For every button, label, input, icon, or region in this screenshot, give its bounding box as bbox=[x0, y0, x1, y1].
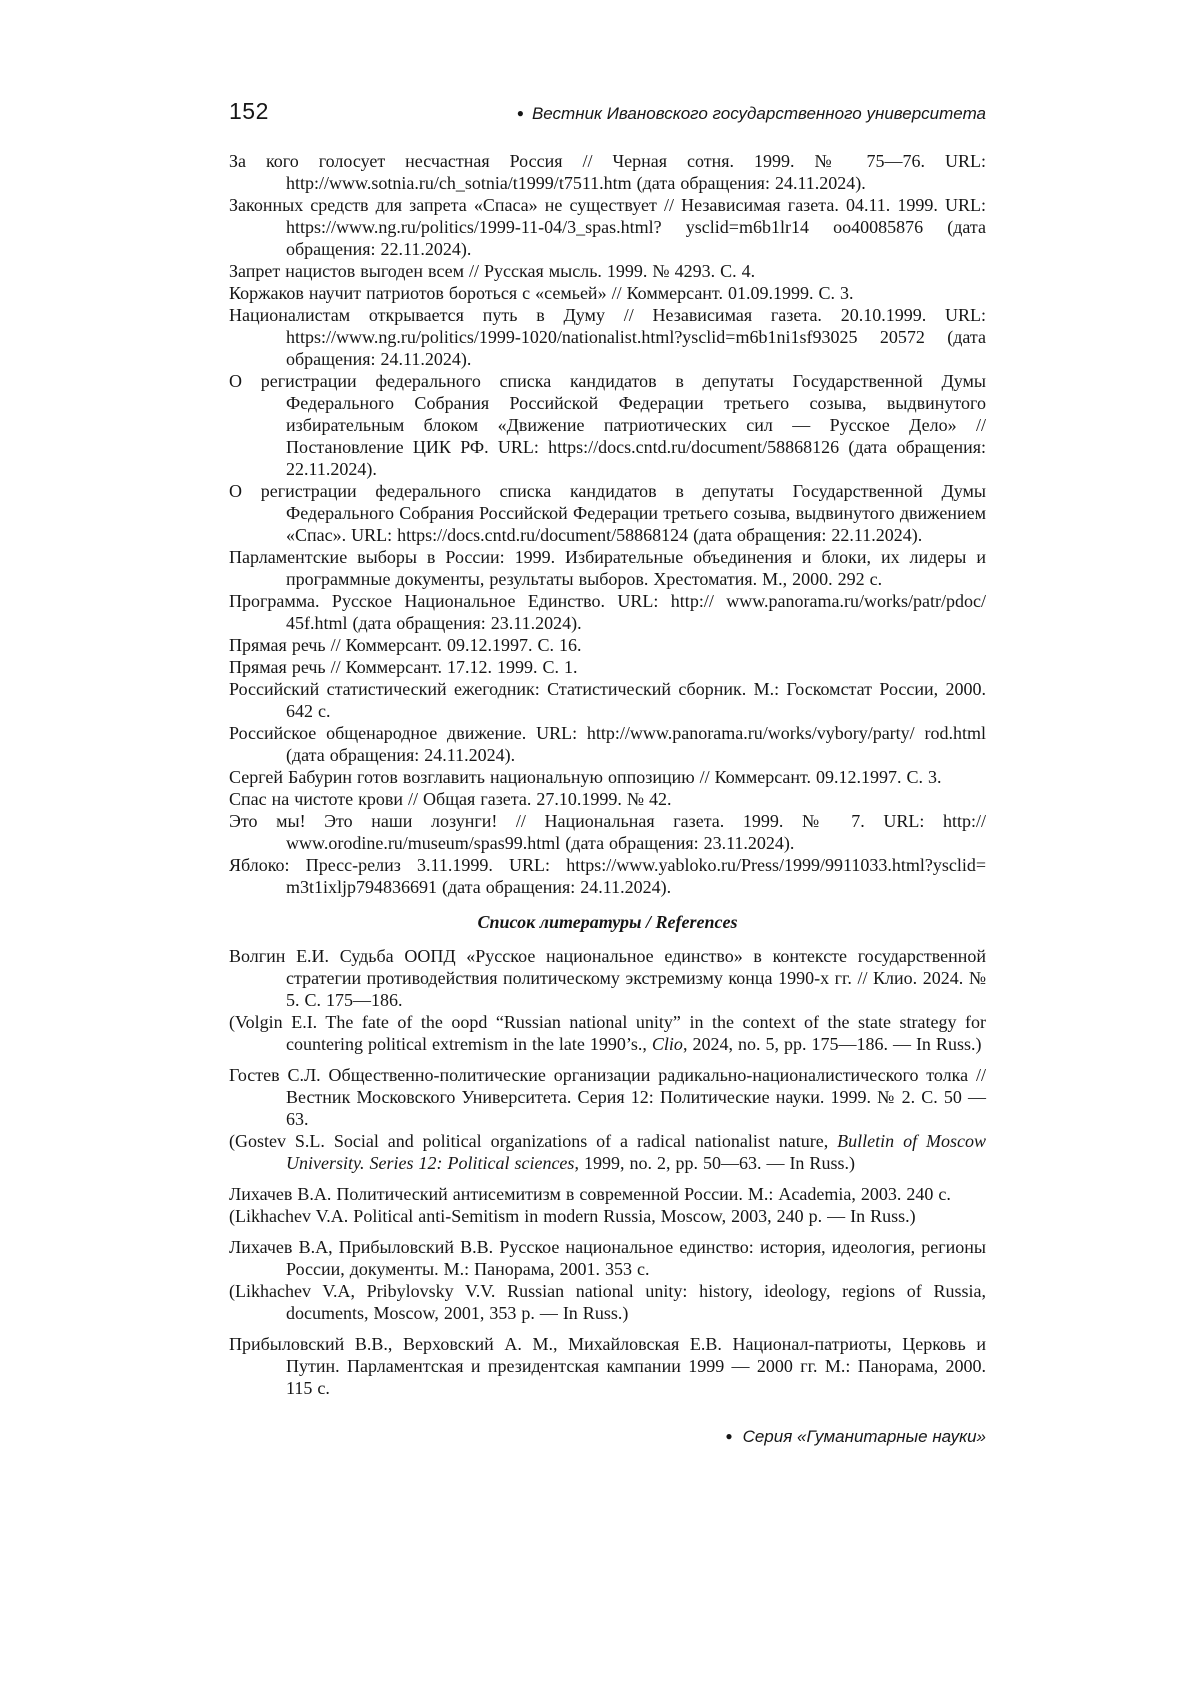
bibliography-entry: Российский статистический ежегодник: Статистический сборник. М.: Госкомстат России, 2000. 642 с. bbox=[229, 679, 986, 721]
reference-journal-name: Clio bbox=[651, 1034, 683, 1054]
bullet-icon: ● bbox=[516, 106, 524, 120]
reference-text: (Volgin E.I. The fate of the oopd “Russian national unity” in the context of the state strategy for countering political extremism in the late 1990’s., bbox=[229, 1012, 986, 1054]
journal-title bbox=[517, 104, 986, 124]
reference-text: Лихачев В.А. Политический антисемитизм в современной России. М.: Academia, 2003. 240 с. bbox=[229, 1184, 951, 1204]
bibliography-entry: Прямая речь // Коммерсант. 09.12.1997. С. 16. bbox=[229, 635, 582, 655]
reference-text: Лихачев В.А, Прибыловский В.В. Русское национальное единство: история, идеология, регионы России, документы. М.: Панорама, 2001. 353 с. bbox=[229, 1237, 986, 1279]
bibliography-entry: О регистрации федерального списка кандидатов в депутаты Государственной Думы Федерального Собрания Российской Федерации третьего созыва, выдвинутого избирательным блоком «Движение патриотических сил — Русское Дело» // Постановление ЦИК РФ. URL: https://docs.cntd.ru/document/58868126 (дата обращения: 22.11.2024). bbox=[229, 371, 986, 479]
bibliography-entry: О регистрации федерального списка кандидатов в депутаты Государственной Думы Федерального Собрания Российской Федерации третьего созыва, выдвинутого движением «Спас». URL: https://docs.cntd.ru/document/58868124 (дата обращения: 22.11.2024). bbox=[229, 481, 986, 545]
reference-text: (Likhachev V.A, Pribylovsky V.V. Russian national unity: history, ideology, regions of Russia, documents, Moscow, 2001, 353 p. — In Russ.) bbox=[229, 1281, 986, 1323]
reference-text: , 2024, no. 5, pp. 175—186. — In Russ.) bbox=[682, 1034, 982, 1054]
bibliography-entry: Яблоко: Пресс-релиз 3.11.1999. URL: https://www.yabloko.ru/Press/1999/9911033.html?ysclid= m3t1ixljp794836691 (дата обращения: 24.11.2024). bbox=[229, 855, 986, 897]
reference-text: Прибыловский В.В., Верховский А. М., Михайловская Е.В. Национал-патриоты, Церковь и Путин. Парламентская и президентская кампании 1999 — 2000 гг. М.: Панорама, 2000. 115 с. bbox=[229, 1334, 986, 1398]
reference-entry bbox=[229, 1333, 986, 1399]
bullet-icon: ● bbox=[725, 1429, 733, 1443]
reference-text: Гостев С.Л. Общественно-политические организации радикально-националистического толка // Вестник Московского Университета. Серия 12: Политические науки. 1999. № 2. С. 50 — 63. bbox=[229, 1065, 986, 1129]
page-footer bbox=[229, 1427, 986, 1447]
journal-title-text: Вестник Ивановского государственного университета bbox=[531, 104, 986, 123]
page-content bbox=[229, 0, 986, 1447]
bibliography-entry: Парламентские выборы в России: 1999. Избирательные объединения и блоки, их лидеры и программные документы, результаты выборов. Хрестоматия. М., 2000. 292 с. bbox=[229, 547, 986, 589]
reference-entry bbox=[229, 1064, 986, 1130]
bibliography-entry: Коржаков научит патриотов бороться с «семьей» // Коммерсант. 01.09.1999. С. 3. bbox=[229, 283, 854, 303]
reference-entry bbox=[229, 1280, 986, 1324]
reference-entry bbox=[229, 945, 986, 1011]
bibliography-entry: Российское общенародное движение. URL: http://www.panorama.ru/works/vybory/party/ rod.html (дата обращения: 24.11.2024). bbox=[229, 723, 986, 765]
reference-entry bbox=[229, 1236, 986, 1280]
bibliography-entry: Спас на чистоте крови // Общая газета. 27.10.1999. № 42. bbox=[229, 789, 672, 809]
reference-entry bbox=[229, 1130, 986, 1174]
bibliography-entry: Программа. Русское Национальное Единство. URL: http:// www.panorama.ru/works/patr/pdoc/ 45f.html (дата обращения: 23.11.2024). bbox=[229, 591, 986, 633]
bibliography-entry: Националистам открывается путь в Думу // Независимая газета. 20.10.1999. URL: https://www.ng.ru/politics/1999-1020/nationalist.html?ysclid=m6b1ni1sf93025 20572 (дата обращения: 24.11.2024). bbox=[229, 305, 986, 369]
bibliography-entry: Прямая речь // Коммерсант. 17.12. 1999. С. 1. bbox=[229, 657, 578, 677]
references-list bbox=[229, 945, 986, 1399]
bibliography-entry: Сергей Бабурин готов возглавить национальную оппозицию // Коммерсант. 09.12.1997. С. 3. bbox=[229, 767, 942, 787]
reference-text: Волгин Е.И. Судьба ООПД «Русское национальное единство» в контексте государственной стратегии противодействия политическому экстремизму конца 1990-х гг. // Клио. 2024. № 5. С. 175—186. bbox=[229, 946, 986, 1010]
reference-entry bbox=[229, 1205, 986, 1227]
reference-entry bbox=[229, 1011, 986, 1055]
bibliography-entry: Запрет нацистов выгоден всем // Русская мысль. 1999. № 4293. С. 4. bbox=[229, 261, 756, 281]
reference-text: (Gostev S.L. Social and political organizations of a radical nationalist nature, bbox=[229, 1131, 838, 1151]
page-number: 152 bbox=[229, 98, 269, 124]
bibliography-entry: Законных средств для запрета «Спаса» не существует // Независимая газета. 04.11. 1999. URL: https://www.ng.ru/politics/1999-11-04/3_spas.html? ysclid=m6b1lr14 oo40085876 (дата обращения: 22.11.2024). bbox=[229, 195, 986, 259]
reference-text: (Likhachev V.A. Political anti-Semitism in modern Russia, Moscow, 2003, 240 p. — In Russ.) bbox=[229, 1206, 916, 1226]
bibliography-list bbox=[229, 150, 986, 898]
reference-text: , 1999, no. 2, pp. 50—63. — In Russ.) bbox=[574, 1153, 855, 1173]
reference-journal-name: Bulletin of Moscow University. Series 12: Political sciences bbox=[286, 1131, 987, 1173]
series-title: Серия «Гуманитарные науки» bbox=[742, 1427, 986, 1446]
page-header bbox=[229, 100, 986, 124]
reference-entry bbox=[229, 1183, 986, 1205]
references-heading: Список литературы / References bbox=[477, 912, 738, 932]
bibliography-entry: За кого голосует несчастная Россия // Черная сотня. 1999. № 75—76. URL: http://www.sotnia.ru/ch_sotnia/t1999/t7511.htm (дата обращения: 24.11.2024). bbox=[229, 151, 986, 193]
bibliography-entry: Это мы! Это наши лозунги! // Национальная газета. 1999. № 7. URL: http:// www.orodine.ru/museum/spas99.html (дата обращения: 23.11.2024). bbox=[229, 811, 986, 853]
